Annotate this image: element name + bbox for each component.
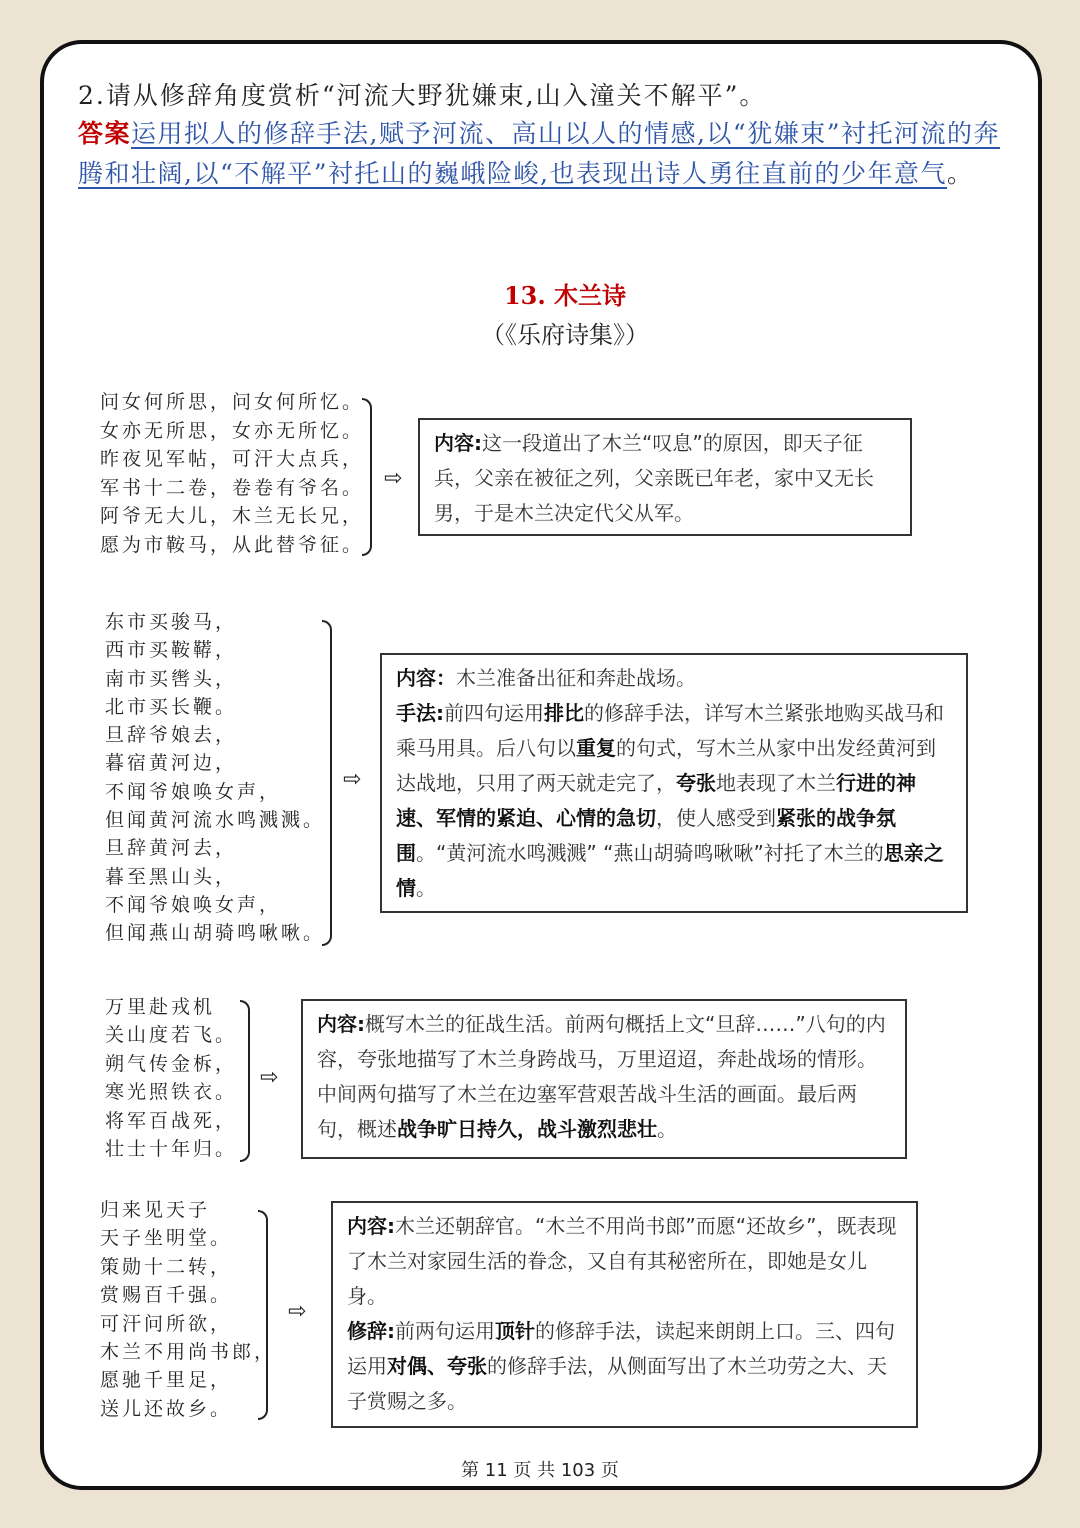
- poem-line: 旦辞爷娘去，: [105, 724, 238, 747]
- analysis-paragraph: [347, 1314, 902, 1419]
- emphasis-text: 排比: [544, 701, 584, 725]
- emphasis-text: 手法:: [396, 701, 444, 725]
- arrow-icon: ⇨: [384, 466, 403, 491]
- brace: [258, 1210, 268, 1420]
- analysis-paragraph: [347, 1209, 902, 1314]
- analysis-paragraph: [434, 426, 896, 531]
- emphasis-text: 对偶、夸张: [387, 1354, 487, 1378]
- emphasis-text: 行进的神速、军情的紧迫、心情的急切: [396, 771, 916, 830]
- poem-stanza: [100, 388, 364, 560]
- analysis-text: 。“黄河流水鸣溅溅” “燕山胡骑鸣啾啾”衬托了木兰的: [416, 841, 884, 865]
- analysis-text: 前四句运用: [444, 701, 544, 725]
- emphasis-text: 战争旷日持久，战斗激烈悲壮: [397, 1117, 657, 1141]
- poem-line: 可汗问所欲，: [100, 1312, 233, 1335]
- poem-line: 暮至黑山头，: [105, 865, 238, 888]
- poem-line: 昨夜见军帖，可汗大点兵，: [100, 448, 365, 471]
- analysis-text: 的修辞手法，详写木兰紧张地购买战马和乘马用具。后八句以: [396, 701, 944, 760]
- analysis-text: 的句式，写木兰从家中出发经黄河到达战地，只用了两天就走完了，: [396, 736, 936, 795]
- poem-line: 暮宿黄河边，: [105, 752, 238, 775]
- poem-line: 赏赐百千强。: [100, 1284, 233, 1307]
- emphasis-text: 紧张的战争氛围: [396, 806, 896, 865]
- poem-line: 朔气传金柝，: [105, 1052, 238, 1075]
- poem-line: 木兰不用尚书郎，: [100, 1341, 277, 1364]
- poem-line: 愿为市鞍马，从此替爷征。: [100, 533, 365, 556]
- emphasis-text: 修辞:: [347, 1319, 395, 1343]
- analysis-text: 概写木兰的征战生活。前两句概括上文“旦辞……”八句的内容，夸张地描写了木兰身跨战马，万里迢迢，奔赴战场的情形。中间两句描写了木兰在边塞军营艰苦战斗生活的画面。最后两句，概述: [317, 1012, 886, 1141]
- answer-end: 。: [946, 159, 974, 188]
- analysis-text: 的修辞手法，从侧面写出了木兰功劳之大、天子赏赐之多。: [347, 1354, 887, 1413]
- poem-line: 不闻爷娘唤女声，: [105, 780, 282, 803]
- analysis-box: [331, 1201, 918, 1428]
- analysis-text: 地表现了木兰: [716, 771, 836, 795]
- poem-line: 女亦无所思，女亦无所忆。: [100, 419, 365, 442]
- poem-line: 但闻黄河流水鸣溅溅。: [105, 809, 326, 832]
- poem-line: 西市买鞍鞯，: [105, 639, 238, 662]
- emphasis-text: 思亲之情: [396, 841, 944, 900]
- arrow-icon: ⇨: [260, 1065, 279, 1090]
- analysis-box: [301, 999, 907, 1159]
- emphasis-text: 内容:: [317, 1012, 365, 1036]
- poem-line: 万里赴戎机: [105, 996, 216, 1018]
- analysis-paragraph: [317, 1007, 891, 1147]
- analysis-box: [380, 653, 968, 913]
- emphasis-text: 内容：: [396, 666, 456, 690]
- emphasis-text: 内容:: [434, 431, 482, 455]
- emphasis-text: 内容:: [347, 1214, 395, 1238]
- analysis-text: 。: [416, 876, 436, 900]
- poem-line: 不闻爷娘唤女声，: [105, 893, 282, 916]
- analysis-text: ，使人感受到: [656, 806, 776, 830]
- brace: [240, 1000, 250, 1162]
- poem-stanza: [100, 1196, 276, 1423]
- poem-line: 策勋十二转，: [100, 1255, 233, 1278]
- analysis-text: 木兰还朝辞官。“木兰不用尚书郎”而愿“还故乡”，既表现了木兰对家园生活的眷念，又自有其秘密所在，即她是女儿身。: [347, 1214, 897, 1308]
- page-footer: 第 11 页 共 103 页: [461, 1460, 619, 1481]
- answer-text: 运用拟人的修辞手法,赋予河流、高山以人的情感,以“犹嫌束”衬托河流的奔腾和壮阔,以“不解平”衬托山的巍峨险峻,也表现出诗人勇往直前的少年意气: [78, 119, 1000, 188]
- analysis-text: 。: [657, 1117, 677, 1141]
- poem-line: 送儿还故乡。: [100, 1397, 233, 1420]
- analysis-box: [418, 418, 912, 536]
- poem-line: 将军百战死，: [105, 1109, 238, 1132]
- poem-line: 军书十二卷，卷卷有爷名。: [100, 476, 365, 499]
- question-text: 2.请从修辞角度赏析“河流大野犹嫌束,山入潼关不解平”。: [78, 81, 767, 110]
- arrow-icon: ⇨: [343, 767, 362, 792]
- poem-line: 但闻燕山胡骑鸣啾啾。: [105, 922, 326, 945]
- poem-stanza: [105, 608, 325, 948]
- poem-line: 北市买长鞭。: [105, 695, 238, 718]
- emphasis-text: 夸张: [676, 771, 716, 795]
- poem-line: 关山度若飞。: [105, 1024, 238, 1047]
- poem-line: 阿爷无大儿，木兰无长兄，: [100, 505, 365, 528]
- poem-line: 旦辞黄河去，: [105, 837, 238, 860]
- poem-line: 问女何所思，问女何所忆。: [100, 391, 365, 413]
- analysis-text: 的修辞手法，读起来朗朗上口。三、四句运用: [347, 1319, 895, 1378]
- brace: [322, 620, 332, 946]
- arrow-icon: ⇨: [288, 1299, 307, 1324]
- poem-line: 壮士十年归。: [105, 1138, 238, 1161]
- poem-title: 13. 木兰诗: [503, 281, 627, 310]
- analysis-text: 这一段道出了木兰“叹息”的原因，即天子征兵，父亲在被征之列，父亲既已年老，家中又无长男，于是木兰决定代父从军。: [434, 431, 874, 525]
- analysis-text: 前两句运用: [395, 1319, 495, 1343]
- poem-line: 愿驰千里足，: [100, 1369, 233, 1392]
- analysis-paragraph: [396, 661, 952, 696]
- answer: [78, 114, 1008, 194]
- poem-line: 归来见天子: [100, 1199, 211, 1221]
- poem-line: 寒光照铁衣。: [105, 1081, 238, 1104]
- poem-source: （《乐府诗集》）: [481, 321, 649, 349]
- emphasis-text: 顶针: [495, 1319, 535, 1343]
- poem-line: 南市买辔头，: [105, 667, 238, 690]
- poem-line: 东市买骏马，: [105, 611, 238, 633]
- answer-label: 答案: [78, 119, 132, 148]
- poem-stanza: [105, 993, 237, 1163]
- analysis-paragraph: [396, 696, 952, 906]
- poem-line: 天子坐明堂。: [100, 1227, 233, 1250]
- analysis-text: 木兰准备出征和奔赴战场。: [456, 666, 696, 690]
- brace: [362, 398, 372, 556]
- emphasis-text: 重复: [576, 736, 616, 760]
